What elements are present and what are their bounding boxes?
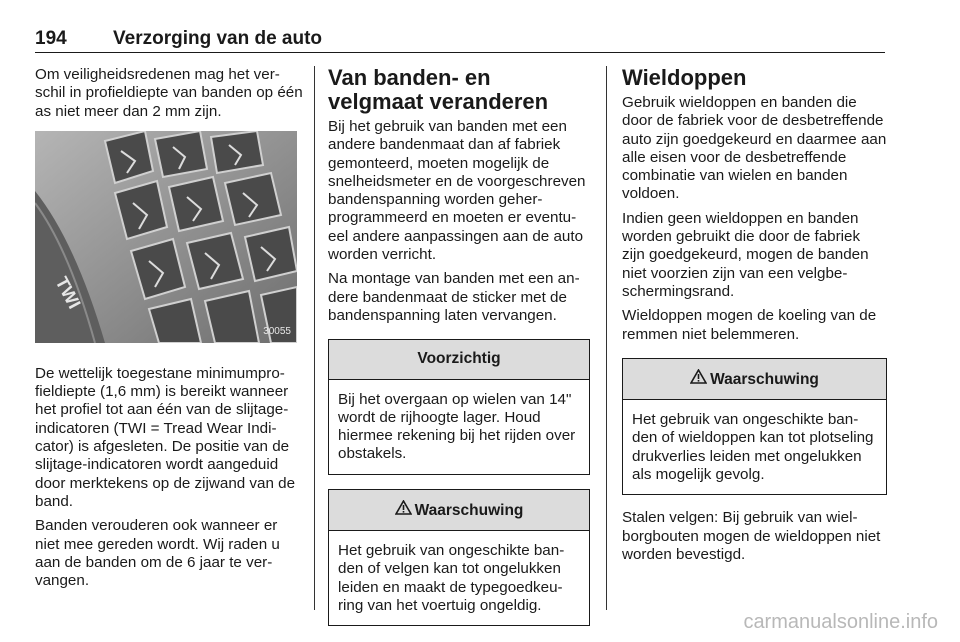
page-header — [35, 26, 885, 53]
tyre-tread-illustration — [35, 131, 297, 343]
section-title-wheel-covers: Wieldoppen — [622, 65, 747, 90]
warning-title: Waarschuwing — [710, 370, 819, 388]
warning-box — [622, 358, 887, 495]
column-2 — [328, 66, 590, 636]
caution-body: Bij het overgaan op wielen van 14" wordt de rijhoogte lager. Houd hiermee rekening bij het rijden over obstakels. — [338, 390, 576, 463]
aging-paragraph: Banden verouderen ook wanneer er niet mee gereden wordt. Wij raden u aan de banden om de 6 jaar te vervangen. — [35, 517, 280, 590]
warning-header — [623, 359, 886, 400]
twi-paragraph: De wettelijk toegestane minimumprofieldiepte (1,6 mm) is bereikt wanneer het profiel tot aan één van de slijtageindicatoren (TWI = Tread Wear Indicator) is afgesleten. De positie van de slijtage-indicatoren wordt aangeduid door merktekens op de zijwand van de band. — [35, 364, 296, 510]
wheel-covers-paragraph-4: Stalen velgen: Bij gebruik van wielborgbouten mogen de wieldoppen niet worden bevestigd. — [622, 509, 881, 563]
caution-title: Voorzichtig — [329, 340, 589, 379]
warning-body: Het gebruik van ongeschikte banden of wieldoppen kan tot plotseling drukverlies leiden met ongelukken als mogelijk gevolg. — [632, 411, 874, 484]
watermark: carmanualsonline.info — [743, 611, 938, 633]
warning-body: Het gebruik van ongeschikte banden of velgen kan tot ongelukken leiden en maakt de typegoedkeuring van het voertuig ongeldig. — [338, 542, 565, 614]
page-number: 194 — [35, 28, 67, 49]
warning-title: Waarschuwing — [414, 501, 524, 519]
twi-label: TWI — [51, 273, 85, 312]
column-divider — [606, 66, 607, 610]
wheel-covers-paragraph-2: Indien geen wieldoppen en banden worden gebruikt die door de fabriek zijn goedgekeurd, mogen de banden niet voorzien zijn van een velgbeschermingsrand. — [622, 209, 869, 300]
wheel-covers-paragraph-1: Gebruik wieldoppen en banden die door de fabriek voor de desbetreffende auto zijn goedgekeurd en daarmee aan alle eisen voor de desbetreffende combinatie van wielen en banden voldoen. — [622, 94, 887, 203]
caution-box — [328, 339, 590, 474]
warning-box — [328, 489, 590, 626]
column-3 — [622, 66, 887, 570]
warning-header — [329, 490, 589, 531]
chapter-title: Verzorging van de auto — [113, 28, 323, 49]
column-1 — [35, 66, 303, 596]
image-code: 30055 — [263, 325, 291, 337]
section-title-tyre-size: Van banden- en velgmaat veranderen — [328, 65, 549, 114]
tyre-size-paragraph-2: Na montage van banden met een andere bandenmaat de sticker met de bandenspanning laten vervangen. — [328, 270, 580, 324]
column-divider — [314, 66, 315, 610]
tyre-tread-image — [35, 131, 297, 343]
intro-paragraph: Om veiligheidsredenen mag het verschil in profieldiepte van banden op één as niet meer dan 2 mm zijn. — [35, 66, 303, 120]
wheel-covers-paragraph-3: Wieldoppen mogen de koeling van de remmen niet belemmeren. — [622, 307, 877, 343]
tyre-size-paragraph-1: Bij het gebruik van banden met een andere bandenmaat dan af fabriek gemonteerd, moeten mogelijk de snelheidsmeter en de voorgeschreven bandenspanning worden geherprogrammeerd en moeten er eventueel andere aanpassingen aan de auto worden verricht. — [328, 118, 586, 264]
warning-triangle-icon — [395, 500, 412, 520]
warning-triangle-icon — [690, 369, 707, 389]
